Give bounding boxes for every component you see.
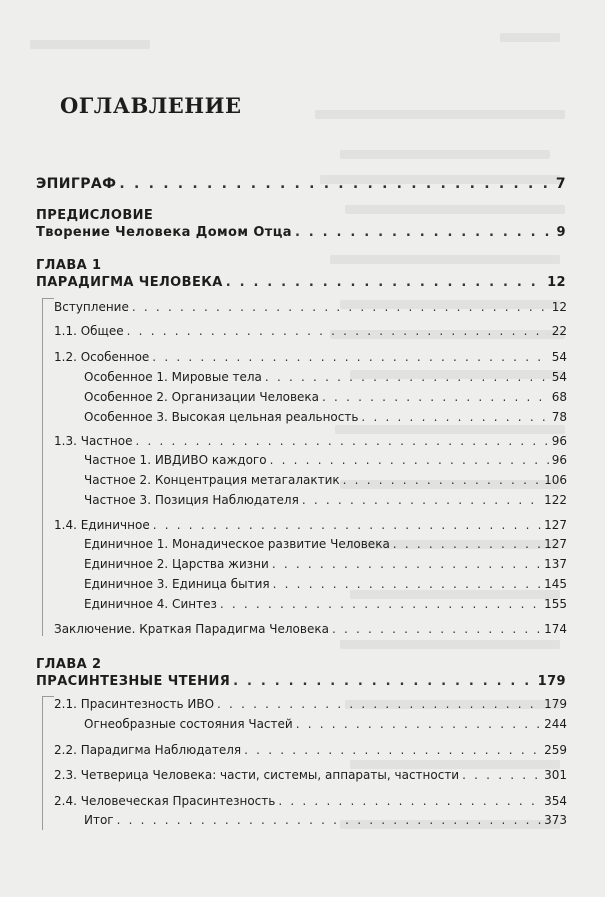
leader-dots (273, 577, 541, 591)
leader-dots (343, 473, 541, 487)
toc-chapter-1-entry[interactable] (84, 493, 567, 507)
toc-entry-label: ПРАСИНТЕЗНЫЕ ЧТЕНИЯ (36, 674, 231, 689)
toc-entry-page: 354 (544, 794, 567, 808)
toc-chapter-1-entry[interactable] (84, 453, 567, 467)
page-title: ОГЛАВЛЕНИЕ (60, 93, 242, 118)
toc-entry-page: 259 (544, 743, 567, 757)
toc-chapter-1-entry[interactable] (84, 473, 567, 487)
toc-entry-label: 2.2. Парадигма Наблюдателя (54, 743, 242, 757)
toc-entry-label: Заключение. Краткая Парадигма Человека (54, 622, 329, 636)
toc-entry-page: 174 (544, 622, 567, 636)
leader-dots (332, 622, 541, 636)
toc-entry-label: 1.3. Частное (54, 434, 133, 448)
toc-entry-label: 1.4. Единичное (54, 518, 150, 532)
toc-chapter-1-entry[interactable] (84, 577, 567, 591)
toc-entry-label: 2.1. Прасинтезность ИВО (54, 697, 215, 711)
toc-chapter-1-entry[interactable] (54, 300, 567, 314)
toc-entry-label: 2.3. Четверица Человека: части, системы, аппараты, частности (54, 768, 460, 782)
toc-entry-page: 96 (551, 434, 567, 448)
chapter-1-bracket-line (42, 298, 43, 636)
toc-entry-page: 155 (544, 597, 567, 611)
leader-dots (361, 410, 548, 424)
chapter-1-bracket-top (42, 298, 54, 299)
toc-entry-page: 127 (544, 518, 567, 532)
toc-entry-page: 22 (551, 324, 567, 338)
leader-dots (217, 697, 541, 711)
toc-entry-page: 145 (544, 577, 567, 591)
leader-dots (233, 674, 535, 689)
toc-entry-page: 96 (551, 453, 567, 467)
toc-entry-chapter-1[interactable] (36, 275, 566, 290)
leader-dots (152, 350, 548, 364)
toc-entry-label: Единичное 4. Синтез (84, 597, 217, 611)
toc-chapter-1-entry[interactable] (84, 390, 567, 404)
toc-chapter-2-entry[interactable] (54, 768, 567, 782)
toc-entry-label: Частное 3. Позиция Наблюдателя (84, 493, 299, 507)
toc-entry-page: 54 (551, 350, 567, 364)
leader-dots (393, 537, 541, 551)
toc-entry-chapter-2[interactable] (36, 674, 566, 689)
toc-entry-page: 68 (551, 390, 567, 404)
leader-dots (462, 768, 541, 782)
toc-chapter-1-entry[interactable] (54, 324, 567, 338)
leader-dots (278, 794, 541, 808)
toc-chapter-1-entry[interactable] (84, 597, 567, 611)
toc-chapter-1-entry[interactable] (84, 557, 567, 571)
chapter-2-label: ГЛАВА 2 (36, 657, 102, 672)
toc-entry-label: Творение Человека Домом Отца (36, 225, 292, 240)
toc-entry-page: 244 (544, 717, 567, 731)
leader-dots (119, 176, 552, 192)
leader-dots (265, 370, 549, 384)
toc-entry-page: 54 (551, 370, 567, 384)
leader-dots (135, 434, 548, 448)
chapter-2-bracket-line (42, 696, 43, 830)
toc-entry-label: 2.4. Человеческая Прасинтезность (54, 794, 276, 808)
toc-entry-page: 12 (547, 275, 566, 290)
leader-dots (322, 390, 549, 404)
toc-entry-label: Огнеобразные состояния Частей (84, 717, 293, 731)
leader-dots (117, 813, 541, 827)
toc-chapter-2-entry[interactable] (84, 717, 567, 731)
toc-entry-label: Единичное 3. Единица бытия (84, 577, 270, 591)
toc-entry-label: Единичное 1. Монадическое развитие Человека (84, 537, 390, 551)
toc-entry-label: Особенное 3. Высокая цельная реальность (84, 410, 359, 424)
toc-entry-page: 7 (555, 176, 566, 192)
toc-chapter-1-entry[interactable] (84, 370, 567, 384)
toc-chapter-2-entry[interactable] (54, 697, 567, 711)
chapter-2-bracket-top (42, 696, 54, 697)
toc-entry-label: Частное 1. ИВДИВО каждого (84, 453, 267, 467)
toc-entry-label: Итог (84, 813, 114, 827)
leader-dots (270, 453, 549, 467)
toc-entry-label: 1.1. Общее (54, 324, 124, 338)
toc-entry-label: 1.2. Особенное (54, 350, 150, 364)
toc-chapter-1-entry[interactable] (54, 434, 567, 448)
toc-chapter-2-entry[interactable] (54, 794, 567, 808)
toc-entry-page: 122 (544, 493, 567, 507)
leader-dots (272, 557, 541, 571)
leader-dots (296, 717, 541, 731)
toc-entry-page: 12 (551, 300, 567, 314)
toc-entry-label: Единичное 2. Царства жизни (84, 557, 269, 571)
toc-entry-page: 137 (544, 557, 567, 571)
toc-entry-page: 373 (544, 813, 567, 827)
toc-chapter-2-entry[interactable] (54, 743, 567, 757)
toc-entry-label: Вступление (54, 300, 129, 314)
toc-entry-page: 78 (551, 410, 567, 424)
toc-entry-page: 106 (544, 473, 567, 487)
toc-entry-page: 301 (544, 768, 567, 782)
toc-entry-label: ЭПИГРАФ (36, 176, 117, 192)
leader-dots (226, 275, 544, 290)
leader-dots (153, 518, 541, 532)
chapter-1-label: ГЛАВА 1 (36, 258, 102, 273)
toc-entry-label: Особенное 2. Организации Человека (84, 390, 320, 404)
leader-dots (295, 225, 554, 240)
toc-chapter-1-entry[interactable] (84, 410, 567, 424)
leader-dots (302, 493, 541, 507)
toc-entry-preface[interactable] (36, 225, 566, 240)
toc-entry-page: 9 (556, 225, 566, 240)
toc-entry-label: Частное 2. Концентрация метагалактик (84, 473, 340, 487)
toc-entry-label: Особенное 1. Мировые тела (84, 370, 262, 384)
toc-entry-page: 179 (537, 674, 566, 689)
toc-chapter-1-entry[interactable] (54, 350, 567, 364)
leader-dots (127, 324, 549, 338)
leader-dots (220, 597, 541, 611)
toc-chapter-1-entry[interactable] (54, 518, 567, 532)
leader-dots (244, 743, 541, 757)
preface-heading: ПРЕДИСЛОВИЕ (36, 208, 154, 223)
toc-chapter-2-entry[interactable] (84, 813, 567, 827)
toc-entry-page: 127 (544, 537, 567, 551)
toc-chapter-1-entry[interactable] (54, 622, 567, 636)
toc-entry-label: ПАРАДИГМА ЧЕЛОВЕКА (36, 275, 223, 290)
toc-entry-page: 179 (544, 697, 567, 711)
toc-entry-epigraph[interactable] (36, 176, 566, 192)
toc-chapter-1-entry[interactable] (84, 537, 567, 551)
leader-dots (132, 300, 549, 314)
